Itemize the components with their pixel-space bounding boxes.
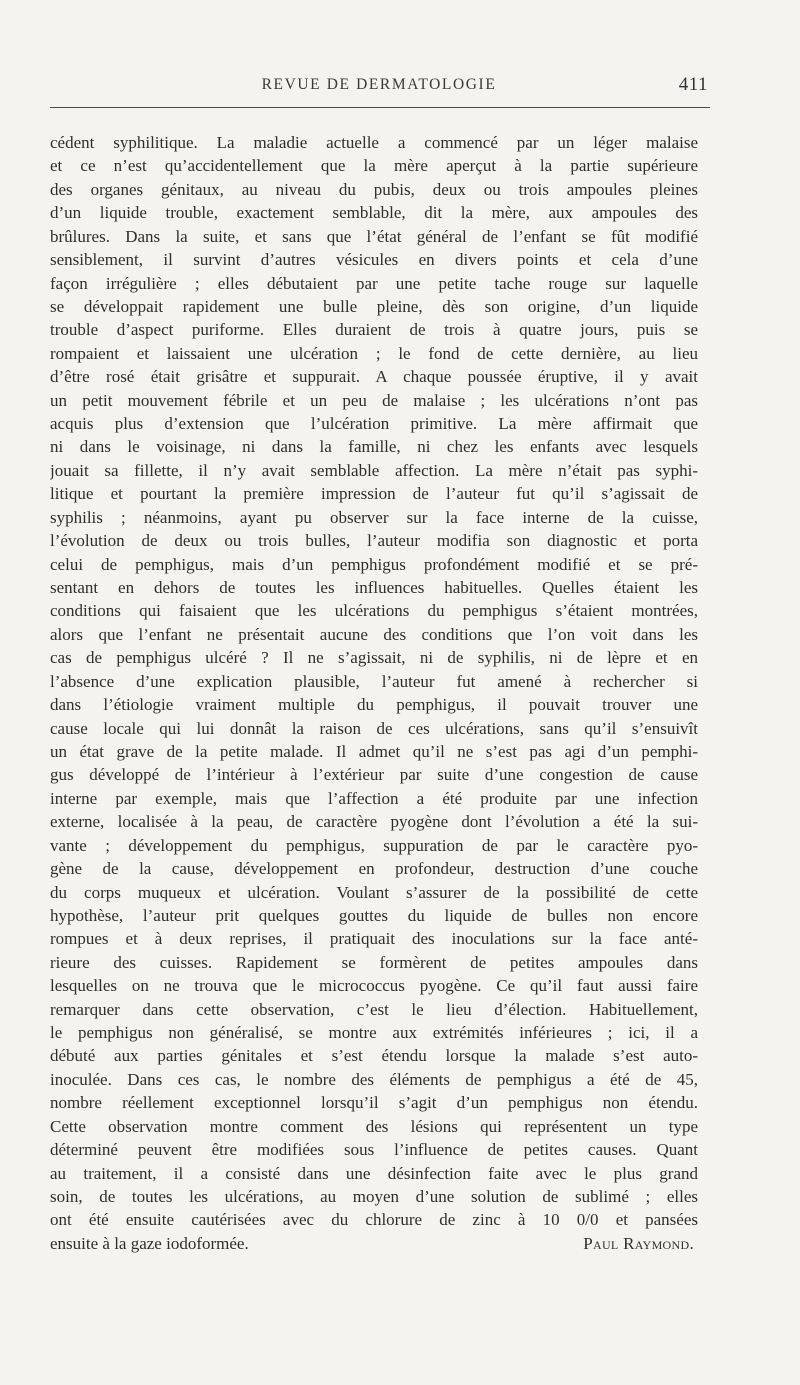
text-line: au traitement, il a consisté dans une désinfection faite avec le plus grand <box>50 1163 698 1183</box>
text-line: hypothèse, l’auteur prit quelques gouttes du liquide de bulles non encore <box>50 905 698 925</box>
text-line: l’absence d’une explication plausible, l’auteur fut amené à rechercher si <box>50 671 698 691</box>
text-line: sensiblement, il survint d’autres vésicules en divers points et cela d’une <box>50 250 698 270</box>
running-title: REVUE DE DERMATOLOGIE <box>261 76 497 93</box>
text-line: sentant en dehors de toutes les influences habituelles. Quelles étaient les <box>50 578 698 598</box>
page-number: 411 <box>678 74 708 95</box>
text-line: des organes génitaux, au niveau du pubis, deux ou trois ampoules pleines <box>50 179 698 199</box>
text-line: brûlures. Dans la suite, et sans que l’état général de l’enfant se fût modifié <box>50 226 698 246</box>
text-line: rompaient et laissaient une ulcération ; le fond de cette dernière, au lieu <box>50 343 698 363</box>
text-line: acquis plus d’extension que l’ulcération primitive. La mère affirmait que <box>50 414 698 434</box>
text-line: rieure des cuisses. Rapidement se formèrent de petites ampoules dans <box>50 952 698 972</box>
text-line: jouait sa fillette, il n’y avait semblable affection. La mère n’était pas syphi- <box>50 460 698 480</box>
final-sentence: ensuite à la gaze iodoformée. <box>50 1233 249 1253</box>
text-line: Cette observation montre comment des lésions qui représentent un type <box>50 1116 698 1136</box>
text-line: ont été ensuite cautérisées avec du chlorure de zinc à 10 0/0 et pansées <box>50 1210 698 1230</box>
text-line: le pemphigus non généralisé, se montre aux extrémités inférieures ; ici, il a <box>50 1023 698 1043</box>
text-line: et ce n’est qu’accidentellement que la mère aperçut à la partie supérieure <box>50 156 698 176</box>
text-line: façon irrégulière ; elles débutaient par une petite tache rouge sur laquelle <box>50 273 698 293</box>
text-line: un état grave de la petite malade. Il admet qu’il ne s’est pas agi d’un pemphi- <box>50 741 698 761</box>
text-line: ni dans le voisinage, ni dans la famille, ni chez les enfants avec lesquels <box>50 437 698 457</box>
text-line: cédent syphilitique. La maladie actuelle a commencé par un léger malaise <box>50 133 698 152</box>
text-line: nombre réellement exceptionnel lorsqu’il s’agit d’un pemphigus non étendu. <box>50 1093 698 1113</box>
author-signature: Paul Raymond. <box>583 1233 694 1253</box>
text-line: remarquer dans cette observation, c’est le lieu d’élection. Habituellement, <box>50 999 698 1019</box>
text-line: alors que l’enfant ne présentait aucune des conditions que l’on voit dans les <box>50 624 698 644</box>
text-line: inoculée. Dans ces cas, le nombre des éléments de pemphigus a été de 45, <box>50 1069 698 1089</box>
text-line: gus développé de l’intérieur à l’extérieur par suite d’une congestion de cause <box>50 765 698 785</box>
text-line: externe, localisée à la peau, de caractère pyogène dont l’évolution a été la sui- <box>50 812 698 832</box>
text-line: cas de pemphigus ulcéré ? Il ne s’agissait, ni de syphilis, ni de lèpre et en <box>50 648 698 668</box>
text-line: se développait rapidement une bulle pleine, dès son origine, d’un liquide <box>50 296 698 316</box>
body-text <box>50 131 698 1255</box>
text-line: un petit mouvement fébrile et un peu de malaise ; les ulcérations n’ont pas <box>50 390 698 410</box>
text-line: soin, de toutes les ulcérations, au moyen d’une solution de sublimé ; elles <box>50 1186 698 1206</box>
text-line: interne par exemple, mais que l’affection a été produite par une infection <box>50 788 698 808</box>
text-line: vante ; développement du pemphigus, suppuration de par le caractère pyo- <box>50 835 698 855</box>
text-line: d’être rosé était grisâtre et suppurait. A chaque poussée éruptive, il y avait <box>50 367 698 387</box>
text-line: rompues et à deux reprises, il pratiquait des inoculations sur la face anté- <box>50 929 698 949</box>
text-line: déterminé peuvent être modifiées sous l’influence de petites causes. Quant <box>50 1140 698 1160</box>
text-line: gène de la cause, développement en profondeur, destruction d’une couche <box>50 859 698 879</box>
text-line: trouble d’aspect puriforme. Elles duraient de trois à quatre jours, puis se <box>50 320 698 340</box>
text-line-final <box>50 1232 698 1255</box>
text-line: lesquelles on ne trouva que le micrococcus pyogène. Ce qu’il faut aussi faire <box>50 976 698 996</box>
text-line: d’un liquide trouble, exactement semblable, dit la mère, aux ampoules des <box>50 203 698 223</box>
text-line: du corps muqueux et ulcération. Voulant s’assurer de la possibilité de cette <box>50 882 698 902</box>
text-line: litique et pourtant la première impression de l’auteur fut qu’il s’agissait de <box>50 484 698 504</box>
text-line: débuté aux parties génitales et s’est étendu lorsque la malade s’est auto- <box>50 1046 698 1066</box>
running-head <box>50 76 708 98</box>
header-rule <box>50 107 710 108</box>
text-line: syphilis ; néanmoins, ayant pu observer sur la face interne de la cuisse, <box>50 507 698 527</box>
text-line: l’évolution de deux ou trois bulles, l’auteur modifia son diagnostic et porta <box>50 531 698 551</box>
text-line: conditions qui faisaient que les ulcérations du pemphigus s’étaient montrées, <box>50 601 698 621</box>
text-line: cause locale qui lui donnât la raison de ces ulcérations, sans qu’il s’ensuivît <box>50 718 698 738</box>
text-line: dans l’étiologie vraiment multiple du pemphigus, il pouvait trouver une <box>50 695 698 715</box>
text-line: celui de pemphigus, mais d’un pemphigus profondément modifié et se pré- <box>50 554 698 574</box>
